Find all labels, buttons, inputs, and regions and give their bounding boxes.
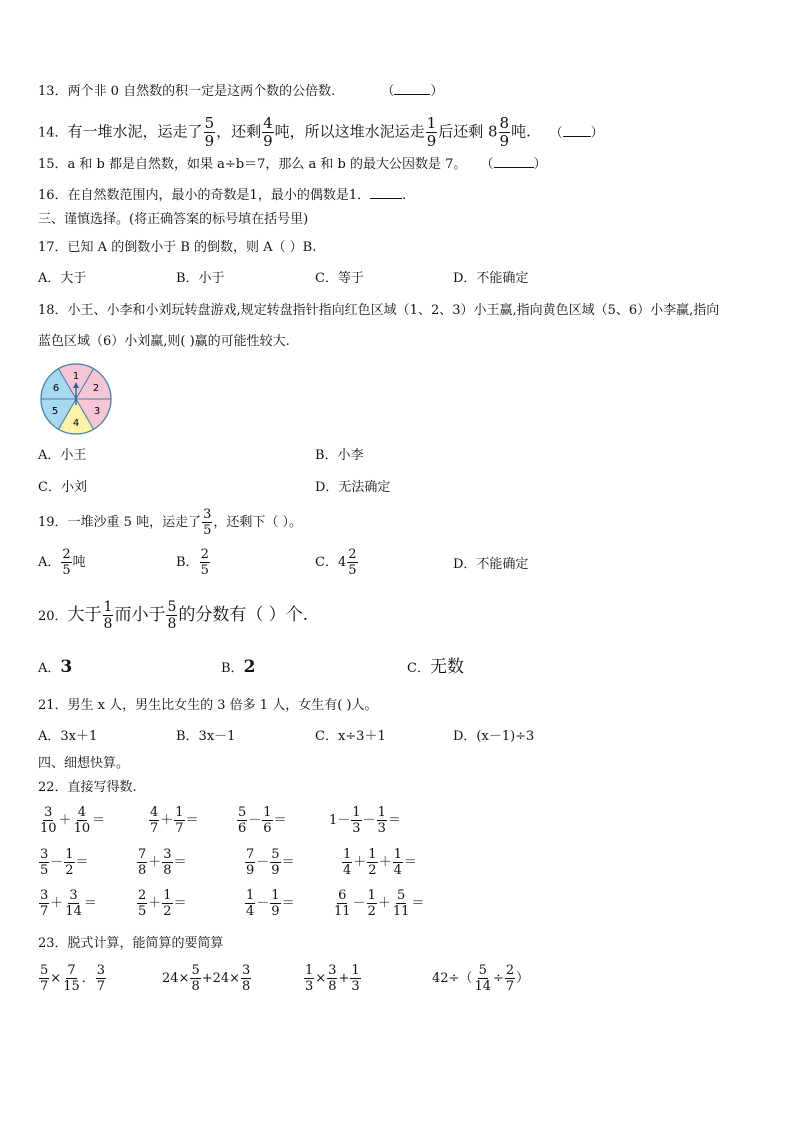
- fraction: $\frac{5}{7}$: [40, 963, 49, 994]
- fraction: $\frac{1}{9}$: [426, 114, 437, 150]
- q16-answer-blank[interactable]: [370, 198, 402, 199]
- section-4-heading: 四、细想快算。: [38, 756, 130, 771]
- fraction: $\frac{3}{7}$: [40, 888, 49, 919]
- fraction: $\frac{1}{2}$: [368, 847, 377, 878]
- q19-option-d[interactable]: D．不能确定: [453, 557, 529, 572]
- equals-sign: ＝: [403, 855, 417, 870]
- spinner-label-2: 2: [92, 383, 100, 394]
- operator: 24×: [162, 971, 190, 986]
- operator: ÷: [492, 971, 504, 986]
- fraction: $\frac{1}{7}$: [175, 805, 184, 836]
- section-3-heading: 三、谨慎选择。(将正确答案的标号填在括号里): [38, 212, 309, 227]
- fraction: $\frac{5}{11}$: [392, 888, 410, 919]
- equals-sign: ＝: [411, 896, 425, 911]
- operator: －: [50, 855, 64, 870]
- calc-item-r1c3[interactable]: [236, 806, 287, 835]
- fraction: $\frac{1}{2}$: [163, 888, 172, 919]
- operator: 1－: [329, 813, 351, 828]
- calc-item-r2c2[interactable]: [136, 848, 187, 877]
- fraction: $\frac{1}{9}$: [271, 888, 280, 919]
- question-18: 18．小王、小李和小刘玩转盘游戏,规定转盘指针指向红色区域（1、2、3）小王赢,指向黄色区域（5、6）小李赢,指向: [38, 303, 720, 318]
- q19-option-b[interactable]: B． $\frac{2}{5}$: [176, 547, 209, 578]
- question-21: 21．男生 x 人，男生比女生的 3 倍多 1 人，女生有( )人。: [38, 698, 378, 713]
- q13-text: 两个非 0 自然数的积一定是这两个数的公倍数.: [67, 84, 336, 99]
- fraction: $\frac{1}{4}$: [343, 847, 352, 878]
- calc-item-r3c2[interactable]: [136, 889, 187, 918]
- fraction: $\frac{1}{3}$: [352, 805, 361, 836]
- fraction: $\frac{4}{7}$: [150, 805, 159, 836]
- fraction: $\frac{3}{8}$: [328, 963, 337, 994]
- operator: +24×: [201, 971, 241, 986]
- fraction: $\frac{3}{8}$: [242, 963, 251, 994]
- q14-answer-blank[interactable]: [563, 136, 591, 137]
- question-23: 23．脱式计算，能简算的要简算: [38, 936, 224, 951]
- fraction: $\frac{7}{15}$: [63, 963, 80, 994]
- equals-sign: ＝: [387, 813, 401, 828]
- q17-option-b[interactable]: B．小于: [176, 271, 225, 286]
- fraction: $\frac{6}{11}$: [334, 888, 351, 919]
- operator: ＋: [160, 813, 174, 828]
- q23-expression-e4[interactable]: [432, 964, 529, 993]
- q20-option-c[interactable]: C．无数: [407, 657, 464, 677]
- fraction: $\frac{2}{5}$: [138, 888, 147, 919]
- fraction: $\frac{1}{6}$: [263, 805, 272, 836]
- question-18-line2: 蓝色区域（6）小刘赢,则( )赢的可能性较大.: [38, 334, 290, 349]
- q21-option-c[interactable]: C．x÷3＋1: [315, 729, 386, 744]
- operator: －: [362, 813, 376, 828]
- spinner-label-4: 4: [72, 418, 80, 429]
- fraction: $\frac{5}{9}$: [271, 847, 280, 878]
- operator: ＋: [50, 896, 64, 911]
- fraction: $\frac{4}{10}$: [73, 805, 91, 836]
- q17-option-a[interactable]: A．大于: [38, 271, 87, 286]
- q21-option-a[interactable]: A．3x＋1: [38, 729, 98, 744]
- equals-sign: ＝: [173, 855, 187, 870]
- q23-expression-e3[interactable]: [303, 964, 362, 993]
- operator: ×: [315, 971, 327, 986]
- operator: －: [352, 896, 366, 911]
- question-14: 14．有一堆水泥，运走了 $\frac{5}{9}$ ，还剩 $\frac{4}{9}$ 吨，所以这堆水泥运走 $\frac{1}{9}$ 后还剩 8 $\frac{8}{9}$ 吨. （ ）: [38, 114, 604, 150]
- equals-sign: ＝: [83, 896, 97, 911]
- q19-option-c[interactable]: C．4 $\frac{2}{5}$: [315, 547, 357, 578]
- q15-answer-blank[interactable]: [494, 167, 534, 168]
- equals-sign: ＝: [75, 855, 89, 870]
- q23-expression-e2[interactable]: [162, 964, 252, 993]
- q18-option-a[interactable]: A．小王: [38, 448, 87, 463]
- fraction: $\frac{1}{4}$: [393, 847, 402, 878]
- operator: ．: [81, 971, 95, 986]
- fraction: $\frac{5}{8}$: [191, 963, 200, 994]
- q19-option-a[interactable]: A． $\frac{2}{5}$ 吨: [38, 547, 86, 578]
- q13-answer-blank[interactable]: [394, 94, 430, 95]
- q18-option-d[interactable]: D．无法确定: [315, 480, 391, 495]
- fraction: $\frac{1}{3}$: [305, 963, 314, 994]
- fraction: $\frac{5}{14}$: [474, 963, 491, 994]
- fraction: $\frac{2}{7}$: [505, 963, 515, 994]
- q21-option-b[interactable]: B．3x－1: [176, 729, 236, 744]
- question-19: 19．一堆沙重 5 吨，运走了 $\frac{3}{5}$ ，还剩下（ ）。: [38, 507, 303, 538]
- calc-item-r3c4[interactable]: [332, 889, 424, 918]
- question-20: 20．大于 $\frac{1}{8}$ 而小于 $\frac{5}{8}$ 的分数有（ ）个.: [38, 599, 309, 632]
- calc-item-r2c1[interactable]: [38, 848, 89, 877]
- spinner-label-1: 1: [72, 371, 80, 382]
- fraction: $\frac{5}{8}$: [167, 599, 177, 632]
- fraction: $\frac{3}{10}$: [40, 805, 57, 836]
- q18-option-c[interactable]: C．小刘: [38, 480, 87, 495]
- equals-sign: ＝: [92, 813, 106, 828]
- question-15: 15．a 和 b 都是自然数，如果 a÷b＝7，那么 a 和 b 的最大公因数是 7。 （ ）: [38, 157, 547, 172]
- q23-expression-e1[interactable]: [38, 964, 107, 993]
- equals-sign: ＝: [273, 813, 287, 828]
- calc-item-r3c1[interactable]: [38, 889, 97, 918]
- operator: ＋: [58, 813, 72, 828]
- operator: ＋: [148, 855, 162, 870]
- calc-item-r2c4[interactable]: [341, 848, 417, 877]
- operator: ＋: [377, 896, 391, 911]
- fraction: $\frac{1}{3}$: [351, 963, 360, 994]
- fraction: $\frac{3}{5}$: [203, 507, 212, 538]
- q20-option-b[interactable]: B．2: [221, 657, 256, 677]
- spinner-figure: [36, 363, 116, 435]
- q20-option-a[interactable]: A．3: [38, 657, 73, 677]
- equals-sign: ＝: [185, 813, 199, 828]
- spinner-label-5: 5: [51, 406, 59, 417]
- fraction: $\frac{1}{4}$: [246, 888, 255, 919]
- calc-item-r1c2[interactable]: [148, 806, 199, 835]
- operator: +: [338, 971, 350, 986]
- operator: ）: [516, 971, 530, 986]
- equals-sign: ＝: [281, 896, 295, 911]
- fraction: $\frac{7}{9}$: [246, 847, 255, 878]
- question-16: 16．在自然数范围内，最小的奇数是1，最小的偶数是1． .: [38, 188, 407, 203]
- q18-option-b[interactable]: B．小李: [315, 448, 364, 463]
- q17-option-c[interactable]: C．等于: [315, 271, 364, 286]
- spinner-label-6: 6: [52, 383, 60, 394]
- equals-sign: ＝: [173, 896, 187, 911]
- q17-option-d[interactable]: D．不能确定: [453, 271, 529, 286]
- fraction: $\frac{1}{2}$: [65, 847, 74, 878]
- equals-sign: ＝: [281, 855, 295, 870]
- fraction: $\frac{8}{9}$: [499, 114, 510, 150]
- fraction: $\frac{3}{7}$: [96, 963, 106, 994]
- operator: 42÷（: [432, 971, 473, 986]
- question-17: 17．已知 A 的倒数小于 B 的倒数，则 A（ ）B.: [38, 240, 317, 255]
- fraction: $\frac{7}{8}$: [138, 847, 147, 878]
- fraction: $\frac{1}{2}$: [367, 888, 376, 919]
- operator: ＋: [148, 896, 162, 911]
- operator: －: [256, 855, 270, 870]
- calc-item-r3c3[interactable]: [244, 889, 295, 918]
- question-13: 13．两个非 0 自然数的积一定是这两个数的公倍数. （ ）: [38, 84, 444, 99]
- operator: ＋: [378, 855, 392, 870]
- fraction: $\frac{1}{8}$: [103, 599, 113, 632]
- calc-item-r2c3[interactable]: [244, 848, 295, 877]
- q13-number: 13．: [38, 84, 68, 99]
- operator: －: [256, 896, 270, 911]
- fraction: $\frac{5}{6}$: [238, 805, 247, 836]
- operator: ＋: [353, 855, 367, 870]
- spinner-label-3: 3: [93, 406, 101, 417]
- fraction: $\frac{3}{5}$: [40, 847, 49, 878]
- fraction: $\frac{4}{9}$: [263, 114, 273, 150]
- operator: －: [248, 813, 262, 828]
- calc-item-r1c1[interactable]: [38, 806, 105, 835]
- fraction: $\frac{1}{3}$: [377, 805, 386, 836]
- question-22: 22．直接写得数.: [38, 780, 137, 795]
- fraction: $\frac{3}{14}$: [65, 888, 82, 919]
- fraction: $\frac{3}{8}$: [163, 847, 172, 878]
- fraction: $\frac{5}{9}$: [204, 114, 215, 150]
- operator: ×: [50, 971, 62, 986]
- calc-item-r1c4[interactable]: [329, 806, 401, 835]
- q21-option-d[interactable]: D．(x－1)÷3: [453, 729, 535, 744]
